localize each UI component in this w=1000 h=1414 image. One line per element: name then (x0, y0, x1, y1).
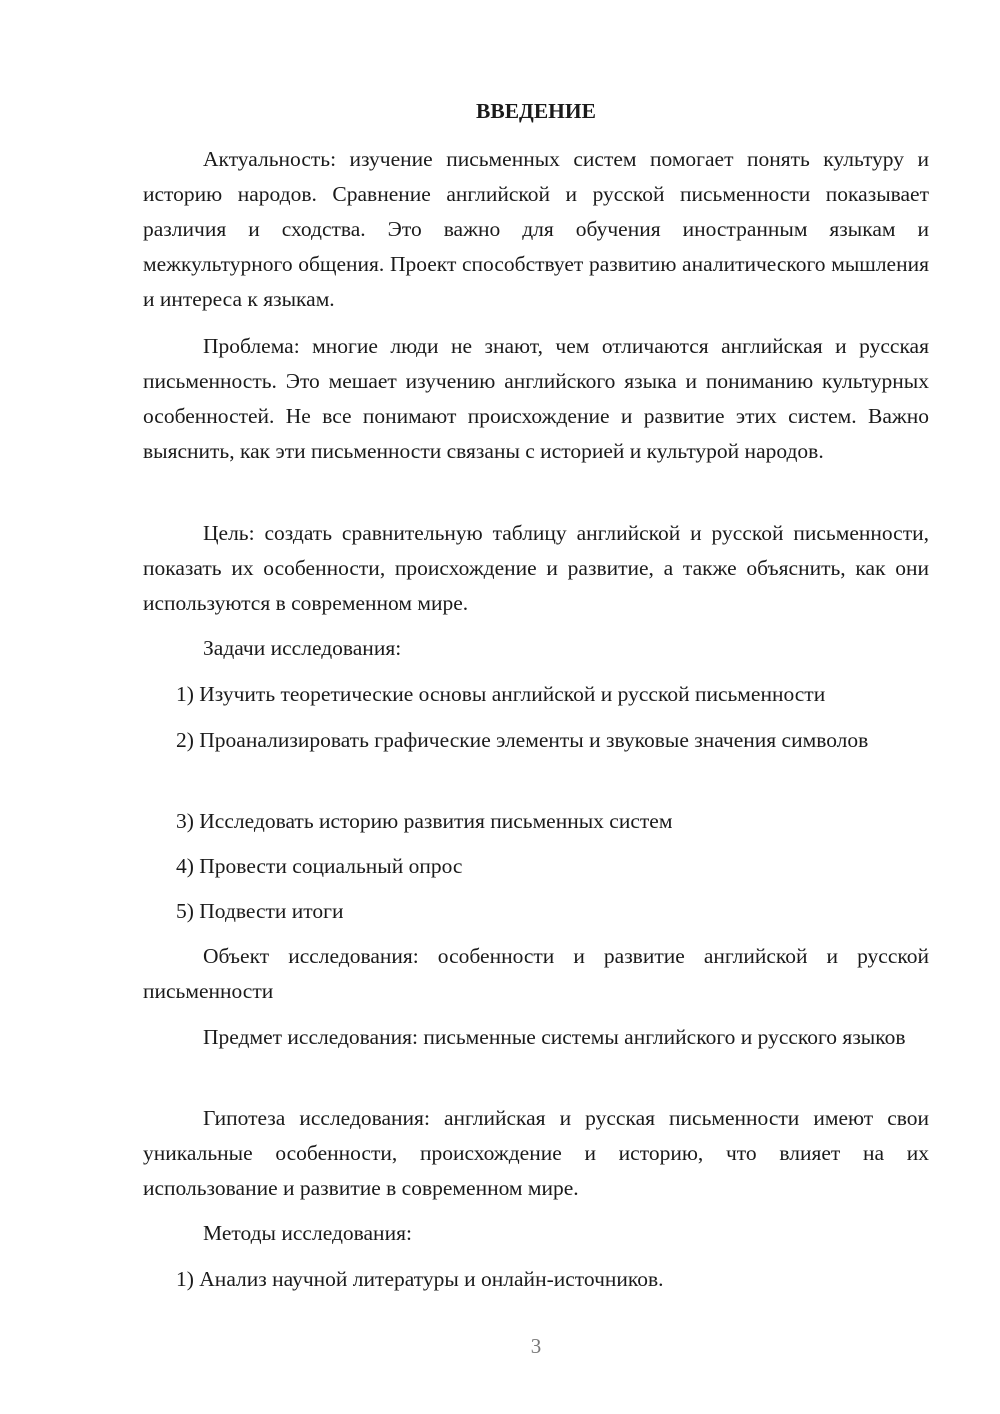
task-item: 1) Изучить теоретические основы английской и русской письменности (176, 682, 826, 706)
task-item: 2) Проанализировать графические элементы и звуковые значения символов (176, 728, 869, 752)
tasks-title: Задачи исследования: (203, 636, 402, 660)
methods-title: Методы исследования: (203, 1221, 412, 1245)
task-item: 5) Подвести итоги (176, 899, 344, 923)
task-item: 3) Исследовать историю развития письменных систем (176, 809, 673, 833)
page-title: ВВЕДЕНИЕ (476, 99, 596, 123)
method-item: 1) Анализ научной литературы и онлайн-источников. (176, 1267, 664, 1291)
object-paragraph: Объект исследования: особенности и развитие английской и русской письменности (143, 944, 929, 1003)
page-number: 3 (530, 1334, 542, 1358)
relevance-paragraph: Актуальность: изучение письменных систем помогает понять культуру и историю народов. Сравнение английской и русской письменности показывает различия и сходства. Это важно для обучения иностранным языкам и межкультурного общения. Проект способствует развитию аналитического мышления и интереса к языкам. (143, 147, 929, 311)
goal-paragraph: Цель: создать сравнительную таблицу английской и русской письменности, показать их особенности, происхождение и развитие, а также объяснить, как они используются в современном мире. (143, 521, 929, 615)
task-item: 4) Провести социальный опрос (176, 854, 463, 878)
hypothesis-paragraph: Гипотеза исследования: английская и русская письменности имеют свои уникальные особенности, происхождение и историю, что влияет на их использование и развитие в современном мире. (143, 1106, 929, 1200)
problem-paragraph: Проблема: многие люди не знают, чем отличаются английская и русская письменность. Это мешает изучению английского языка и пониманию культурных особенностей. Не все понимают происхождение и развитие этих систем. Важно выяснить, как эти письменности связаны с историей и культурой народов. (143, 334, 929, 463)
subject-paragraph: Предмет исследования: письменные системы английского и русского языков (203, 1025, 906, 1049)
